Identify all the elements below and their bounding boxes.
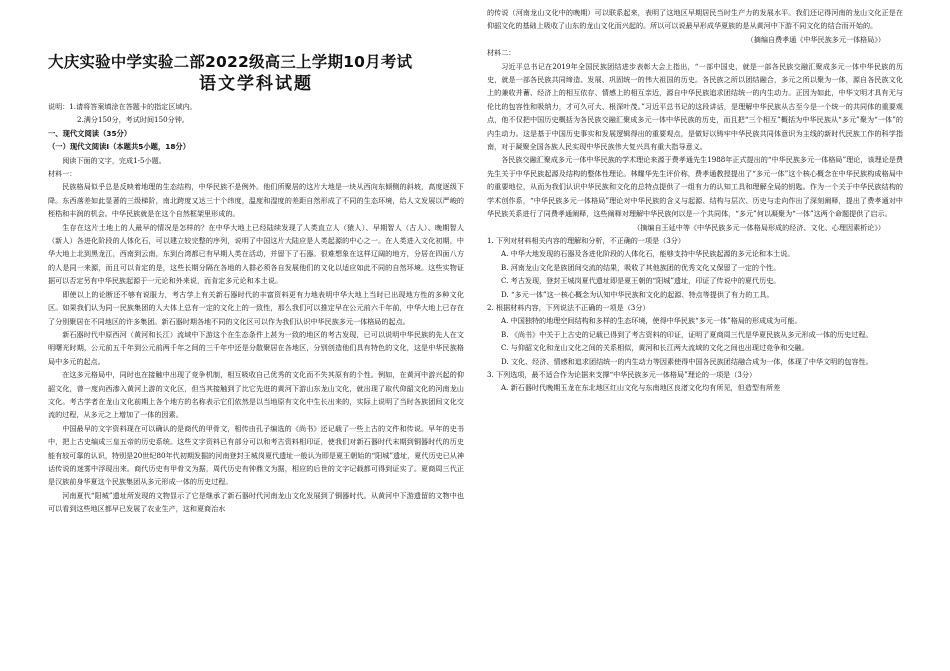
question-1-option-b: B. 河南龙山文化是族团间交流的结果，吸收了其他族团的优秀文化又保留了一定的个性。 [501,262,781,272]
material1-continued: 的传说（河南龙山文化中的晚期）可以联系起来，表明了这地区早期居民当时生产力的发展水平。我们还记得河南的龙山文化正是在仰韶文化的基础上吸收了山东的龙山文化而兴起的。所以可以说最早形成华夏族的是从黄河中下游不同文化的结合而开始的。 [487,8,903,31]
subject-title: 语文学科试题 [199,74,313,94]
note-2: 2.满分150分，考试时间150分钟。 [77,115,189,125]
question-1-option-d: D. “多元一体”这一核心概念为认知中华民族和文化的起源、特点等提供了有力的工具。 [501,289,774,299]
material1-source: （摘编自费孝通《中华民族多元一体格局》） [746,34,885,44]
question-2-option-c: C. 与仰韶文化和龙山文化之间的关系相似，黄河和长江两大流域的文化之间也出现过竞争和交融。 [501,343,809,353]
sub-heading: （一）现代文阅读Ⅰ（本题共5小题，18分） [48,142,190,152]
material2-paragraph: 习近平总书记在2019年全国民族团结进步表彰大会上指出，“一部中国史，就是一部各民族交融汇聚成多元一体中华民族的历史，就是一部各民族共同缔造、发展、巩固统一的伟大祖国的历史。各民族之所以团结融合，多元之所以聚为一体，源自各民族文化上的兼收并蓄、经济上的相互依存、情感上的相互亲近，源自中华民族追求团结统一的内生动力。正因为如此，中华文明才具有无与伦比的包容性和吸纳力，才可久可大、根深叶茂。”习近平总书记的这段讲话，是理解中华民族从古至今是一个统一的共同体的重要观点，他不仅把中国历史概括为各民族交融汇聚成多元一体中华民族的历史，而且把“三个相互”概括为中华民族从“多元”聚为“一体”的内生动力。这是基于中国历史事实和发展逻辑得出的重要观点，是做好以铸牢中华民族共同体意识为主线的新时代民族工作的科学指南，对于凝聚全国各族人民实现中华民族伟大复兴具有重大指导意义。 [487,61,903,152]
question-1-option-c: C. 考古发现，登封王城岗夏代遗址即是夏王朝的“阳城”遗址，印证了传说中的夏代历史。 [501,276,781,286]
question-1-stem: 1. 下列对材料相关内容的理解和分析，不正确的一项是（3分） [487,235,685,245]
question-3-stem: 3. 下列选项，最不适合作为论据来支撑“中华民族多元一体格局”理论的一项是（3分） [487,369,757,379]
material1-label: 材料一： [48,169,77,179]
section-heading: 一、现代文阅读（35分） [48,128,132,138]
question-1-option-a: A. 中华大地发现的石器及各进化阶段的人体化石，能够支持中华民族起源的多元论和本土说。 [501,249,795,259]
material2-label: 材料二： [487,48,516,58]
material1-paragraph: 民族格局似乎总是反映着地理的生态结构，中华民族不是例外。他们所聚居的这片大地是一块从西向东倾侧的斜坡，高度逐级下降。东西落差如此显著的三级梯阶，南北跨度又达三十个纬度，温度和湿度的差距自然形成了不同的生态环境，给人文发展以严峻的桎梏和丰润的机会。中华民族就是在这个自然框架里形成的。 [48,182,464,219]
material1-paragraph: 中国最早的文字资料现在可以确认的是商代的甲骨文，相传由孔子编选的《尚书》还记载了一些上古的文件和传说。早年的史书中，把上古史编成三皇五帝的历史系统。这些文字资料已有部分可以和考古资料相印证，使我们对新石器时代末期到铜器时代的历史能有较可靠的认识，特别是20世纪80年代初期发掘的河南登封王城岗夏代遗址一般认为即是夏王朝始的“阳城”遗址，夏代历史已从神话传说的迷雾中浮现出来。商代历史有甲骨文为据，周代历史有钟鼎文为据，相应的后世的文字记载都可得到证实了。夏商周三代正是汉族前身华夏这个民族集团从多元形成一体的历史过程。 [48,423,464,487]
exam-title: 大庆实验中学实验二部2022级高三上学期10月考试 [48,53,413,71]
left-column [48,52,464,516]
right-column [487,6,903,395]
material1-paragraph: 在这多元格局中，同时也在接触中出现了竞争机制，相互吸收自己优秀的文化而不失其原有的个性。例如，在黄河中游兴起的仰韶文化，曾一度向西渗入黄河上游的文化区，但当其接触到了比它先进的黄河下游山东龙山文化，就出现了取代仰韶文化的河南龙山文化。考古学者在龙山文化前期上各个地方的名称表示它们依然是以当地原有文化中生长出来的，实际上说明了当时各族团间文化交流的过程，从多元之上增加了一体的因素。 [48,370,464,420]
material1-paragraph: 生存在这片土地上的人最早的情况是怎样的？在中华大地上已经陆续发现了人类直立人（猿人）、早期智人（古人）、晚期智人（新人）各进化阶段的人体化石，可以建立较完整的序列，说明了中国这片大陆应是人类起源的中心之一。在人类进入文化初期，中华大地上北到黑龙江，西南到云南，东到台湾都已有早期人类在活动，并留下了石器。很难想象在这样辽阔的地方，分居在四面八方的人是同一来源，而且可以肯定的是，这些长期分隔在各地的人群必须各自发展他们的文化以适应如此不同的自然环境。这些实物证据可以否定另有中华民族起源于一元论和外来说，而肯定多元论和本土说。 [48,222,464,286]
question-2-option-d: D. 文化、经济、情感和追求团结统一的内生动力等因素使得中国各民族团结融合成为一体，体现了中华文明的包容性。 [501,356,873,366]
material2-source: （摘编自王延中等《中华民族多元一体格局形成的经济、文化、心理因素析论》） [633,222,885,232]
note-1: 说明：1.请将答案填涂在答题卡的指定区域内。 [48,102,197,111]
question-2-option-a: A. 中国独特的地理空间结构和多样的生态环境，使得中华民族“多元一体”格局的形成成为可能。 [501,316,802,326]
question-2-stem: 2. 根据材料内容，下列说法不正确的一项是（3分） [487,302,650,312]
material1-paragraph: 即使以上的论断还不够有说服力，考古学上有关新石器时代的丰富资料更有力地表明中华大地上当时已出现地方性的多种文化区。如果我们认为同一民族集团的人大体上总有一定的文化上的一致性，那么我们可以推定早在公元前六千年前，中华大地上已存在了分别聚居在不同地区的许多集团。新石器时期各地不同的文化区可以作为我们认识中华民族多元一体格局的起点。 [48,289,464,326]
question-3-option-a: A. 新石器时代晚期玉龙在东北地区红山文化与东南地区良渚文化均有所见，但造型有所差 [501,383,781,393]
instruction: 阅读下面的文字，完成1-5小题。 [62,155,166,165]
material2-paragraph: 各民族交融汇聚成多元一体中华民族的学术理论来源于费孝通先生1988年正式提出的“中华民族多元一体格局”理论，该理论是费先生关于中华民族起源及结构的整体性理论。林耀华先生评价称，费孝通教授提出了“多元一体”这个核心概念在中华民族构成格局中的重要地位，从而为我们认识中华民族和文化的总特点提供了一组有力的认知工具和理解全局的钥匙。作为一个关于中华民族结构的学术创作系，“中华民族多元一体格局”理论对中华民族的含义与起源、结构与层次、历史与走向作出了深刻阐释，提出了费孝通对中华民族关系进行了同费孝通阐释，这些阐释对理解中华民族何以是一个共同体，“多元”何以凝聚为“一体”这两个命题提供了启示。 [487,155,903,219]
question-2-option-b: B. 《尚书》中关于上古史的记载已得到了考古资料的印证，证明了夏商周三代是华夏民族从多元形成一体的历史过程。 [501,329,873,339]
material1-paragraph: 新石器时代中原西河（黄河和长江）流域中下游这个在生态条件上甚为一致的地区的考古发现，已可以说明中华民族的先人在文明曙光时期，公元前五千年到公元前两千年之间的三千年中还是分散聚居在各地区，分别创造他们具有特色的文化，这是中华民族格局中多元的起点。 [48,329,464,366]
material1-paragraph: 河南夏代“阳城”遗址所发现的文物显示了它是继承了新石器时代河南龙山文化发展到了铜器时代。从黄河中下游遗留的文物中也可以看到这些地区都早已发展了农业生产，这和夏商治水 [48,490,464,514]
